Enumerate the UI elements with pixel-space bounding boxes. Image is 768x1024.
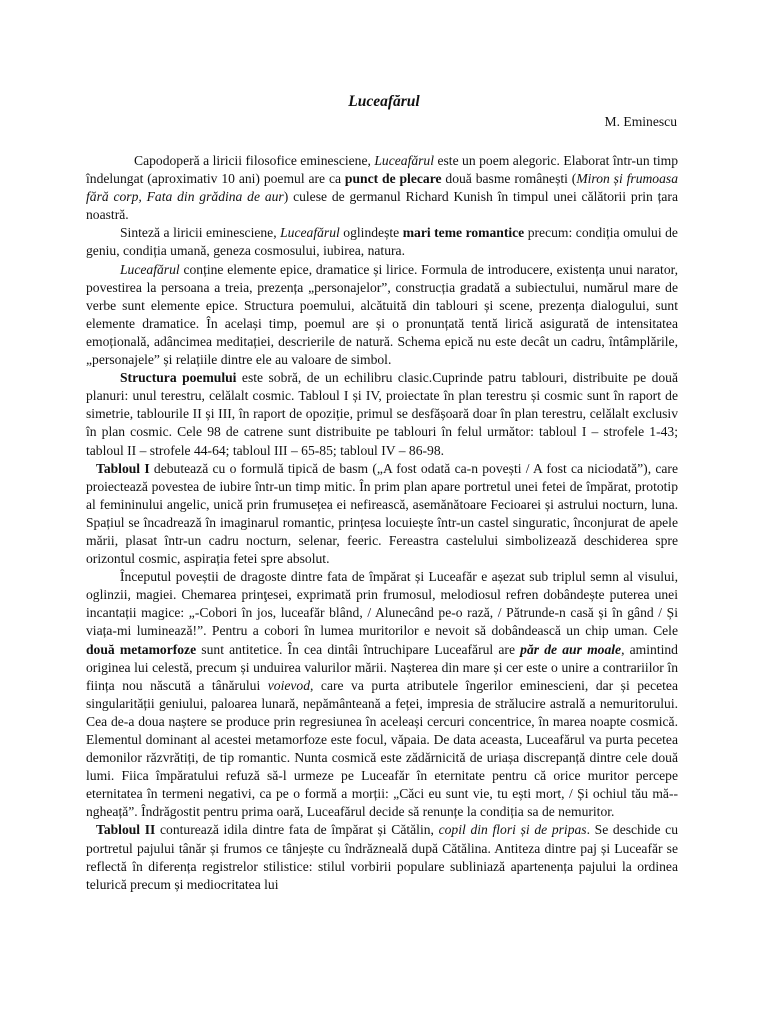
paragraph-tabloul-2 — [86, 821, 678, 893]
paragraph-sinteza-segment: precum: condiția omului de geniu, condiția umană, geneza cosmosului, iubirea, natura. — [86, 225, 678, 259]
paragraph-inceputul-segment: , amintind originea lui celestă, precum și unduirea valurilor mării. Nașterea din mare și cer este o unire a contrariilor în ființa nou născută a tânărului — [86, 641, 678, 693]
paragraph-intro-segment: Miron și frumoasa fără corp, Fata din grădina de aur — [86, 171, 678, 205]
document-body — [86, 152, 678, 894]
paragraph-tabloul-1 — [86, 460, 678, 569]
paragraph-sinteza-segment: mari teme romantice — [402, 225, 525, 241]
paragraph-intro — [86, 152, 678, 224]
paragraph-inceputul-segment: Începutul poveștii de dragoste dintre fata de împărat și Luceafăr e așezat sub triplul semn al visului, oglinzii, magiei. Chemarea prinţesei, exprimată prin frumosul, melodiosul refren dobândește puterea unei incantații magice: „-Cobori în jos, luceafăr blând, / Alunecând pe-o rază, / Pătrunde-n casă și în gând / Și viața-mi luminează!”. Pentru a cobori în lumea muritorilor e nevoit să dobândească un chip uman. Cele — [86, 569, 678, 639]
paragraph-elemente-segment: Luceafărul — [120, 261, 180, 277]
paragraph-tabloul2-segment: Tabloul II — [96, 822, 156, 838]
paragraph-inceputul-segment: voievod — [267, 677, 311, 693]
paragraph-sinteza-segment: Sinteză a liricii eminesciene, — [120, 225, 281, 241]
paragraph-tabloul1-segment: debutează cu o formulă tipică de basm („A fost odată ca-n povești / A fost ca niciodată”), care proiectează povestea de iubire într-un timp mitic. În prim plan apare portretul unei fetei de împărat, prototip al femininului angelic, unică prin frumusețea ei nefirească, asemănătoare Fecioarei și astrului nocturn, luna. Spațiul se încadrează în imaginarul romantic, prințesa locuiește într-un castel singuratic, înconjurat de apele mării, plasat într-un cadru nocturn, selenar, feeric. Fereastra castelului simbolizează deschiderea spre orizontul cosmic, aspirația fetei spre absolut. — [86, 460, 678, 567]
document-author: M. Eminescu — [604, 114, 677, 129]
paragraph-intro-segment: este un poem alegoric. Elaborat într-un timp îndelungat (aproximativ 10 ani) poemul are ca — [86, 153, 678, 187]
paragraph-tabloul1-segment: Tabloul I — [96, 460, 150, 476]
paragraph-intro-segment: ) culese de germanul Richard Kunish în timpul unei călătorii prin țara noastră. — [86, 189, 678, 223]
paragraph-elemente-segment: conține elemente epice, dramatice și lirice. Formula de introducere, existența unui narator, povestirea la persoana a treia, prezența „personajelor”, construcția gradată a subiectului, numărul mare de verbe sunt elemente epice. Structura poemului, alcătuită din tablouri și scene, prezența dialogului, sunt elemente dramatice. În același timp, poemul are și o pronunțată tentă lirică asigurată de intensitatea emoțională, adâncimea meditației, descrierile de natură. Schema epică nu este decât un cadru, întâmplările, „personajele” și relațiile dintre ele au valoare de simbol. — [86, 261, 678, 368]
paragraph-tabloul2-segment: conturează idila dintre fata de împărat și Cătălin, — [155, 822, 439, 838]
paragraph-inceputul-segment: sunt antitetice. În cea dintâi întruchipare Luceafărul are — [196, 641, 521, 657]
paragraph-intro-segment: Capodoperă a liricii filosofice eminesciene, — [134, 153, 375, 168]
paragraph-inceputul-segment: păr de aur moale — [520, 641, 622, 657]
paragraph-intro-segment: două basme românești ( — [441, 171, 577, 187]
paragraph-sinteza — [86, 224, 678, 260]
paragraph-inceputul-segment: , care va purta atributele îngerilor eminescieni, dar și pecetea singularității geniului, paloarea lunară, nepământeană a feței, impresia de strălucire astrală a nemuritorului. Cea de-a doua naștere se produce prin regresiunea în aceleași cercuri concentrice, în marea noapte cosmică. Elementul dominant al acestei metamorfoze este focul, văpaia. De data aceasta, Luceafărul va purta pecetea demonilor răzvrătiți, de tip romantic. Nunta cosmică este zădărnicită de uriașa discrepanță dintre cele două lumi. Fiica împăratului refuză să-l urmeze pe Luceafăr în eternitate pentru că orice muritor percepe eternitatea în termeni negativi, ca pe o formă a morții: „Căci eu sunt vie, tu ești mort, / Și ochiul tău mă-ngheață”. Îndrăgostit pentru prima oară, Luceafărul decide să renunțe la condiția sa de nemuritor. — [86, 677, 678, 820]
paragraph-tabloul2-segment: copil din flori și de pripas — [438, 822, 587, 838]
paragraph-intro-segment: punct de plecare — [344, 171, 442, 187]
paragraph-sinteza-segment: Luceafărul — [280, 225, 340, 241]
paragraph-sinteza-segment: oglindește — [339, 225, 403, 241]
paragraph-structura — [86, 369, 678, 459]
paragraph-intro-segment: Luceafărul — [374, 153, 435, 168]
paragraph-structura-segment: Structura poemului — [120, 370, 237, 386]
paragraph-inceputul-segment: două metamorfoze — [86, 641, 197, 657]
paragraph-tabloul2-segment: . Se deschide cu portretul pajului tânăr și frumos ce tânjește cu îndrăzneală după Cătălina. Antiteza dintre paj și Luceafăr se reflectă în diferența registrelor stilistice: stilul vorbirii populare subliniază apartenența pajului la ordinea telurică precum și mediocritatea lui — [86, 822, 678, 892]
paragraph-elemente — [86, 261, 678, 370]
document-title: Luceafărul — [348, 93, 420, 110]
paragraph-structura-segment: este sobră, de un echilibru clasic.Cuprinde patru tablouri, distribuite pe două planuri: unul terestru, celălalt cosmic. Tabloul I și IV, proiectate în plan terestru și cosmic sunt în raport de simetrie, tablourile II și III, în raport de opoziție, primul se desfășoară doar în plan terestru, celălalt exclusiv în plan cosmic. Cele 98 de catrene sunt distribuite pe tablouri în felul următor: tabloul I – strofele 1-43; tabloul II – strofele 44-64; tabloul III – 65-85; tabloul IV – 86-98. — [86, 370, 678, 458]
paragraph-inceputul — [86, 568, 678, 821]
